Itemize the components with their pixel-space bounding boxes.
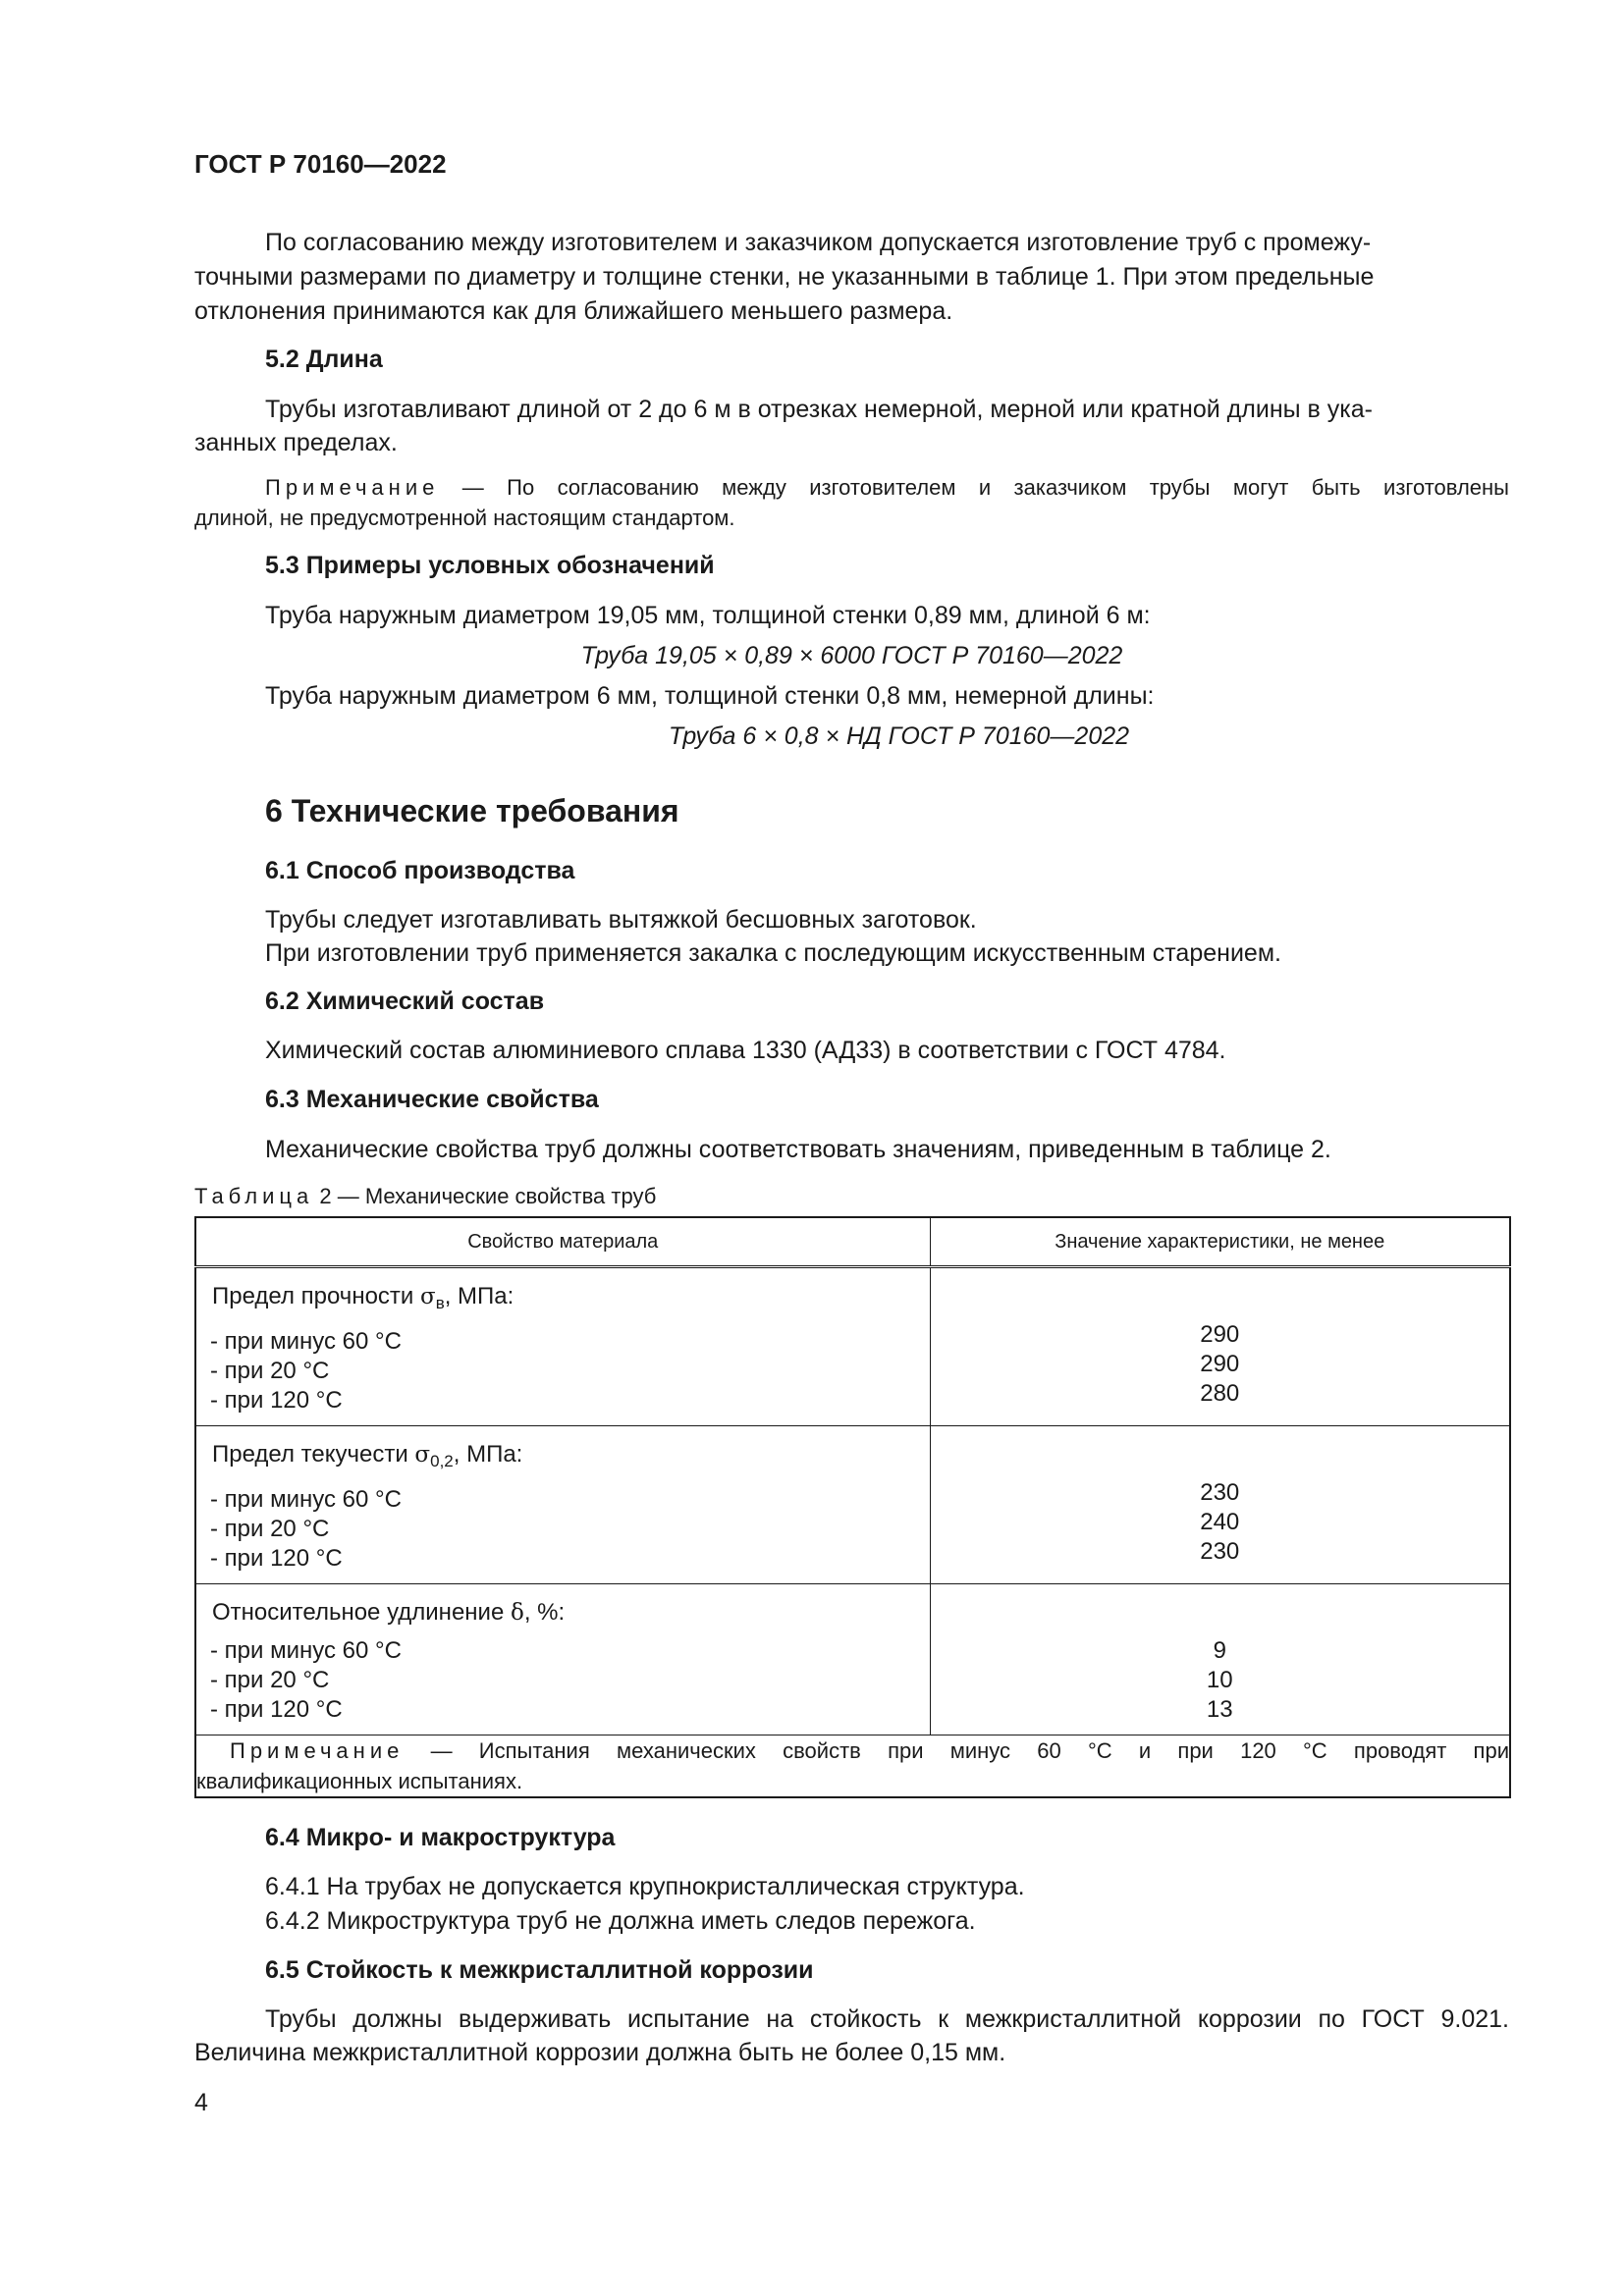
table-note-line-1: [196, 1735, 1509, 1766]
example-1-description: Труба наружным диаметром 19,05 мм, толщиной стенки 0,89 мм, длиной 6 м:: [265, 602, 1151, 629]
property-subscript: 0,2: [430, 1452, 454, 1470]
table-2-caption: [194, 1181, 656, 1211]
property-unit: , %:: [523, 1599, 566, 1626]
value-item: 290: [1200, 1321, 1240, 1348]
property-name: Предел текучести: [212, 1441, 415, 1468]
property-cell: [195, 1584, 930, 1735]
value-cell: [930, 1426, 1510, 1584]
value-item: 13: [1206, 1696, 1233, 1723]
example-2-designation: Труба 6 × 0,8 × НД ГОСТ Р 70160—2022: [668, 722, 1130, 750]
example-2-description: Труба наружным диаметром 6 мм, толщиной стенки 0,8 мм, немерной длины:: [265, 682, 1155, 710]
value-list: [931, 1268, 1510, 1418]
property-title: [196, 1268, 930, 1320]
section-6-heading: 6 Технические требования: [265, 793, 679, 828]
table-note: [195, 1735, 1510, 1798]
section-6-5-heading: 6.5 Стойкость к межкристаллитной коррозии: [265, 1956, 814, 1984]
property-title: [196, 1584, 930, 1629]
table-row-elongation: [195, 1584, 1510, 1735]
table-note-text: — Испытания механических свойств при минус 60 °С и при 120 °С проводят при: [404, 1738, 1509, 1763]
mechanical-properties-table: [194, 1216, 1511, 1798]
property-conditions: [196, 1320, 930, 1425]
table-note-label: Примечание: [230, 1738, 405, 1763]
section-6-1-heading: 6.1 Способ производства: [265, 857, 575, 884]
section-6-4-heading: 6.4 Микро- и макроструктура: [265, 1824, 616, 1851]
condition-item: - при 120 °С: [210, 1545, 343, 1572]
condition-item: - при минус 60 °С: [210, 1486, 402, 1513]
value-item: 230: [1200, 1538, 1240, 1565]
property-subscript: в: [435, 1294, 445, 1312]
value-cell: [930, 1584, 1510, 1735]
property-symbol: σ: [419, 1284, 436, 1309]
section-6-3-text: Механические свойства труб должны соответствовать значениям, приведенным в таблице 2.: [265, 1136, 1331, 1163]
document-code-header: ГОСТ Р 70160—2022: [194, 149, 447, 179]
table-note-row: [195, 1735, 1510, 1798]
section-6-1-line-1: Трубы следует изготавливать вытяжкой бесшовных заготовок.: [265, 906, 977, 934]
table-caption-label: Таблица: [194, 1184, 314, 1208]
table-header-row: [195, 1217, 1510, 1267]
condition-item: - при минус 60 °С: [210, 1637, 402, 1664]
section-6-3-heading: 6.3 Механические свойства: [265, 1086, 599, 1113]
section-6-5-line-1: Трубы должны выдерживать испытание на стойкость к межкристаллитной коррозии по ГОСТ 9.021.: [265, 2005, 1509, 2033]
table-row-tensile-strength: [195, 1267, 1510, 1426]
value-item: 230: [1200, 1479, 1240, 1506]
note-label: Примечание: [265, 475, 440, 500]
condition-item: - при минус 60 °С: [210, 1328, 402, 1355]
property-symbol: δ: [510, 1600, 524, 1626]
section-6-4-2: 6.4.2 Микроструктура труб не должна иметь следов пережога.: [265, 1907, 976, 1935]
property-unit: , МПа:: [453, 1441, 523, 1468]
table-note-line-2: квалификационных испытаниях.: [196, 1769, 523, 1793]
condition-item: - при 120 °С: [210, 1387, 343, 1414]
section-5-2-note-line-1: [265, 472, 1509, 503]
value-list: [931, 1426, 1510, 1576]
value-item: 290: [1200, 1351, 1240, 1377]
example-1-designation: Труба 19,05 × 0,89 × 6000 ГОСТ Р 70160—2022: [580, 642, 1123, 669]
property-name: Предел прочности: [212, 1283, 420, 1309]
intro-line-2: точными размерами по диаметру и толщине стенки, не указанными в таблице 1. При этом предельные: [194, 263, 1375, 291]
value-item: 9: [1213, 1637, 1226, 1664]
section-5-3-heading: 5.3 Примеры условных обозначений: [265, 552, 715, 579]
property-cell: [195, 1267, 930, 1426]
section-6-2-heading: 6.2 Химический состав: [265, 988, 545, 1015]
intro-line-1: По согласованию между изготовителем и заказчиком допускается изготовление труб с промежу-: [265, 229, 1372, 256]
section-5-2-heading: 5.2 Длина: [265, 346, 383, 373]
condition-item: - при 20 °С: [210, 1667, 330, 1693]
column-header-property: Свойство материала: [195, 1217, 930, 1267]
property-title: [196, 1426, 930, 1478]
section-5-2-line-1: Трубы изготавливают длиной от 2 до 6 м в отрезках немерной, мерной или кратной длины в ука-: [265, 396, 1373, 423]
property-cell: [195, 1426, 930, 1584]
condition-item: - при 20 °С: [210, 1358, 330, 1384]
section-6-5-line-2: Величина межкристаллитной коррозии должна быть не более 0,15 мм.: [194, 2039, 1006, 2066]
property-conditions: [196, 1478, 930, 1583]
page-number: 4: [194, 2089, 208, 2116]
value-item: 280: [1200, 1380, 1240, 1407]
section-5-2-line-2: занных пределах.: [194, 429, 398, 456]
table-caption-title: 2 — Механические свойства труб: [313, 1184, 657, 1208]
column-header-value: Значение характеристики, не менее: [930, 1217, 1510, 1267]
property-unit: , МПа:: [444, 1283, 514, 1309]
section-6-4-1: 6.4.1 На трубах не допускается крупнокристаллическая структура.: [265, 1873, 1025, 1900]
section-6-1-line-2: При изготовлении труб применяется закалка с последующим искусственным старением.: [265, 939, 1281, 967]
value-item: 240: [1200, 1509, 1240, 1535]
property-conditions: [196, 1629, 930, 1735]
intro-line-3: отклонения принимаются как для ближайшего меньшего размера.: [194, 297, 953, 325]
value-cell: [930, 1267, 1510, 1426]
property-name: Относительное удлинение: [212, 1599, 511, 1626]
section-5-2-note-line-2: длиной, не предусмотренной настоящим стандартом.: [194, 506, 735, 530]
value-item: 10: [1206, 1667, 1233, 1693]
value-list: [931, 1584, 1510, 1735]
note-text: — По согласованию между изготовителем и заказчиком трубы могут быть изготовлены: [439, 475, 1509, 500]
property-symbol: σ: [414, 1442, 431, 1468]
table-row-yield-strength: [195, 1426, 1510, 1584]
section-6-2-text: Химический состав алюминиевого сплава 1330 (АД33) в соответствии с ГОСТ 4784.: [265, 1037, 1226, 1064]
condition-item: - при 120 °С: [210, 1696, 343, 1723]
condition-item: - при 20 °С: [210, 1516, 330, 1542]
